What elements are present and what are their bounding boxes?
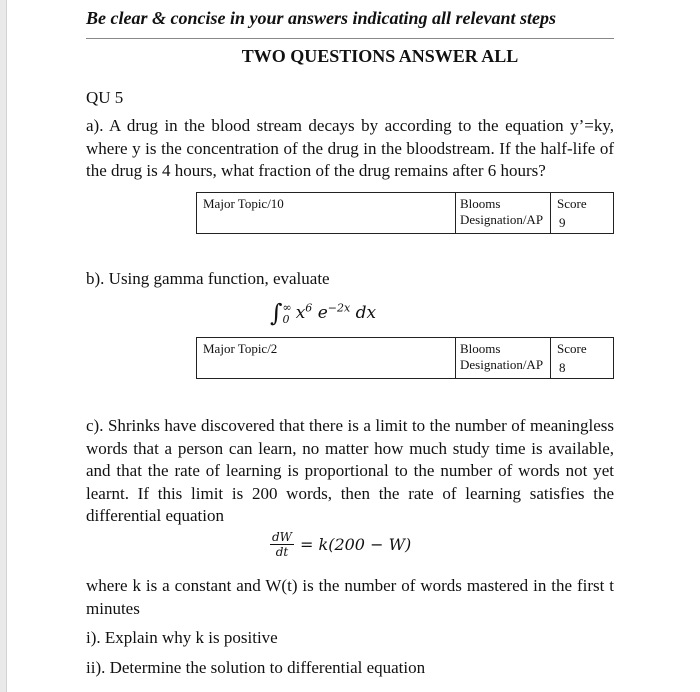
integrand-x: x — [295, 303, 306, 323]
question-part-b: b). Using gamma function, evaluate — [86, 269, 330, 288]
table-a-blooms-line1: Blooms — [460, 196, 501, 211]
sub-question-ii: ii). Determine the solution to differential equation — [86, 658, 426, 677]
where-text: where k is a constant and W(t) is the number of words mastered in the first t minutes — [86, 576, 614, 618]
table-b-topic: Major Topic/2 — [203, 341, 278, 356]
integral-upper-limit: ∞ — [282, 300, 292, 314]
marking-table-a — [196, 192, 614, 234]
table-a-score-label: Score — [557, 196, 587, 211]
page-edge — [0, 0, 7, 692]
integrand-e-exponent: −2x — [327, 301, 351, 315]
table-a-score-value: 9 — [559, 215, 566, 230]
sub-question-i: i). Explain why k is positive — [86, 628, 278, 647]
question-part-a: a). A drug in the blood stream decays by according to the equation y’=ky, where y is the concentration of the drug in the bloodstream. If the half-life of the drug is 4 hours, what fraction of the drug remains after 6 hours? — [86, 116, 614, 180]
integral-lower-limit: 0 — [282, 312, 290, 326]
marking-table-b — [196, 337, 614, 379]
table-a-blooms-line2: Designation/AP — [460, 212, 544, 227]
derivative-fraction — [270, 530, 294, 559]
derivative-numerator: dW — [272, 530, 293, 544]
header-divider — [86, 38, 614, 39]
differential-equation — [270, 530, 411, 559]
table-b-blooms-line1: Blooms — [460, 341, 501, 356]
table-b-blooms — [455, 338, 551, 378]
integral-limits — [283, 302, 292, 326]
derivative-denominator: dt — [275, 545, 289, 559]
table-b-blooms-line2: Designation/AP — [460, 357, 544, 372]
instruction-header: Be clear & concise in your answers indicating all relevant steps — [86, 8, 557, 28]
section-title: TWO QUESTIONS ANSWER ALL — [241, 46, 519, 66]
question-part-c: c). Shrinks have discovered that there is a limit to the number of meaningless words that a person can learn, no matter how much study time is available, and that the rate of learning is proportional to the number of words not yet learnt. If this limit is 200 words, then the rate of learning satisfies the differential equation — [86, 416, 614, 525]
table-b-score-label: Score — [557, 341, 587, 356]
table-a-topic: Major Topic/10 — [203, 196, 284, 211]
integrand-dx: dx — [355, 303, 377, 323]
table-a-blooms — [455, 193, 551, 233]
integrand-x-exponent: 6 — [305, 301, 313, 315]
question-number: QU 5 — [86, 88, 124, 107]
integral-sign: ∫ — [270, 299, 283, 327]
table-b-score-value: 8 — [559, 360, 566, 375]
integrand-e: e — [317, 303, 328, 323]
integral-expression — [270, 296, 376, 326]
equation-rhs: = k(200 − W) — [300, 535, 412, 554]
